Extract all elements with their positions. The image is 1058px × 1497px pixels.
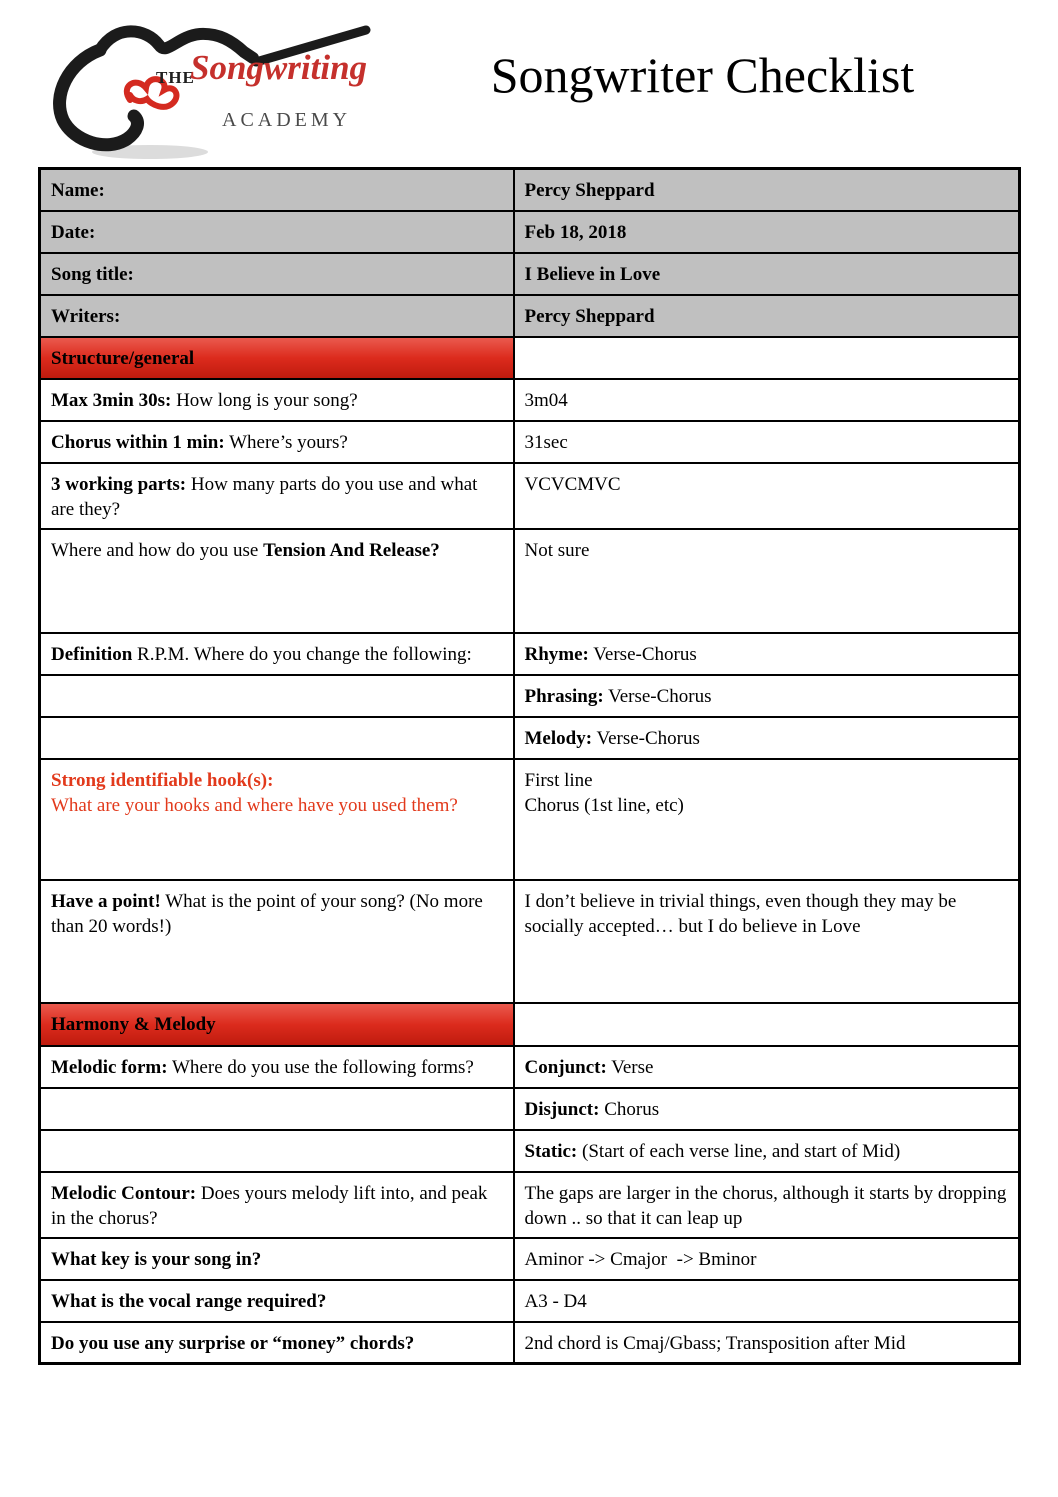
phrasing-answer-bold: Phrasing:	[524, 685, 604, 707]
working-parts-answer: VCVCMVC	[524, 473, 621, 495]
writers-value-cell	[514, 295, 1020, 337]
row-section-harmony	[40, 1003, 1020, 1046]
logo-text-the: THE	[156, 68, 195, 87]
money-chords-answer: 2nd chord is Cmaj/Gbass; Transposition after Mid	[524, 1332, 906, 1354]
static-answer-rest: (Start of each verse line, and start of Mid)	[577, 1140, 901, 1162]
static-answer-cell	[514, 1130, 1020, 1172]
song-length-question-rest: How long is your song?	[171, 389, 358, 411]
rhyme-answer-bold: Rhyme:	[524, 643, 589, 665]
row-money-chords	[40, 1322, 1020, 1364]
vocal-range-answer: A3 - D4	[524, 1290, 587, 1312]
conjunct-answer-bold: Conjunct:	[524, 1056, 607, 1078]
point-question-bold: Have a point!	[51, 890, 161, 912]
song-title-label-cell	[40, 253, 514, 295]
tension-release-answer-cell	[514, 529, 1020, 633]
date-value: Feb 18, 2018	[524, 221, 627, 243]
song-length-answer: 3m04	[524, 389, 568, 411]
row-hooks	[40, 759, 1020, 880]
row-phrasing	[40, 675, 1020, 717]
conjunct-answer-rest: Verse	[606, 1056, 654, 1078]
disjunct-answer-bold: Disjunct:	[524, 1098, 600, 1120]
contour-answer: The gaps are larger in the chorus, although it starts by dropping down .. so that it can leap up	[524, 1182, 1012, 1229]
date-label: Date:	[51, 221, 96, 243]
vocal-range-answer-cell	[514, 1280, 1020, 1322]
row-melody	[40, 717, 1020, 759]
working-parts-answer-cell	[514, 463, 1020, 529]
working-parts-question-rest: How many parts do you use and what are they?	[51, 473, 483, 520]
rhyme-answer-cell	[514, 633, 1020, 675]
contour-question-bold: Melodic Contour:	[51, 1182, 197, 1204]
row-name	[40, 169, 1020, 211]
definition-question-rest: R.P.M. Where do you change the following:	[132, 643, 472, 665]
contour-answer-cell	[514, 1172, 1020, 1238]
tension-release-answer: Not sure	[524, 539, 590, 561]
page-title: Songwriter Checklist	[490, 47, 915, 103]
section-harmony-melody	[40, 1003, 514, 1046]
conjunct-answer-cell	[514, 1046, 1020, 1088]
melody-answer-bold: Melody:	[524, 727, 593, 749]
static-answer-bold: Static:	[524, 1140, 578, 1162]
song-length-question-bold: Max 3min 30s:	[51, 389, 172, 411]
row-section-structure	[40, 337, 1020, 379]
phrasing-answer-rest: Verse-Chorus	[603, 685, 712, 707]
logo-text-songwriting: Songwriting	[190, 48, 368, 87]
melodic-form-question-cell	[40, 1046, 514, 1088]
row-have-a-point	[40, 880, 1020, 1003]
working-parts-question-cell	[40, 463, 514, 529]
chorus-time-answer-cell	[514, 421, 1020, 463]
song-title-value: I Believe in Love	[524, 263, 661, 285]
disjunct-empty-cell	[40, 1088, 514, 1130]
row-static	[40, 1130, 1020, 1172]
point-question-rest: What is the point of your song? (No more than 20 words!)	[51, 890, 488, 937]
name-value: Percy Sheppard	[524, 180, 655, 201]
name-value-cell	[514, 169, 1020, 211]
disjunct-answer-rest: Chorus	[599, 1098, 660, 1120]
chorus-time-question-cell	[40, 421, 514, 463]
row-disjunct	[40, 1088, 1020, 1130]
row-date	[40, 211, 1020, 253]
row-chorus-time	[40, 421, 1020, 463]
disjunct-answer-cell	[514, 1088, 1020, 1130]
row-melodic-contour	[40, 1172, 1020, 1238]
row-song-key	[40, 1238, 1020, 1280]
static-empty-cell	[40, 1130, 514, 1172]
song-key-question-cell	[40, 1238, 514, 1280]
money-chords-question-cell	[40, 1322, 514, 1364]
melody-answer-rest: Verse-Chorus	[592, 727, 700, 749]
row-writers	[40, 295, 1020, 337]
row-vocal-range	[40, 1280, 1020, 1322]
melodic-form-question-rest: Where do you use the following forms?	[167, 1056, 474, 1078]
section-structure-empty-cell	[514, 337, 1020, 379]
hooks-question-line1: Strong identifiable hook(s):	[51, 769, 274, 791]
vocal-range-question-cell	[40, 1280, 514, 1322]
chorus-time-question-bold: Chorus within 1 min:	[51, 431, 225, 453]
song-key-question-bold: What key is your song in?	[51, 1248, 262, 1270]
phrasing-answer-cell	[514, 675, 1020, 717]
row-definition-rpm	[40, 633, 1020, 675]
contour-question-rest: Does yours melody lift into, and peak in the chorus?	[51, 1182, 493, 1229]
row-song-length	[40, 379, 1020, 421]
melodic-form-question-bold: Melodic form:	[51, 1056, 168, 1078]
song-key-answer-cell	[514, 1238, 1020, 1280]
tension-release-question-cell	[40, 529, 514, 633]
money-chords-question-bold: Do you use any surprise or “money” chords?	[51, 1332, 415, 1354]
row-melodic-form	[40, 1046, 1020, 1088]
name-label: Name:	[51, 180, 105, 201]
row-song-title	[40, 253, 1020, 295]
date-value-cell	[514, 211, 1020, 253]
hooks-question-cell	[40, 759, 514, 880]
point-answer: I don’t believe in trivial things, even though they may be socially accepted… but I do believe in Love	[524, 890, 962, 937]
money-chords-answer-cell	[514, 1322, 1020, 1364]
definition-question-cell	[40, 633, 514, 675]
song-key-answer: Aminor -> Cmajor -> Bminor	[524, 1248, 757, 1270]
writers-label: Writers:	[51, 305, 121, 327]
point-answer-cell	[514, 880, 1020, 1003]
hooks-answer-line1: First line	[524, 769, 593, 791]
rhyme-answer-rest: Verse-Chorus	[588, 643, 697, 665]
name-label-cell	[40, 169, 514, 211]
tension-release-question-pre: Where and how do you use	[51, 539, 264, 561]
contour-question-cell	[40, 1172, 514, 1238]
writers-label-cell	[40, 295, 514, 337]
section-structure-label: Structure/general	[51, 347, 195, 369]
working-parts-question-bold: 3 working parts:	[51, 473, 187, 495]
chorus-time-question-rest: Where’s yours?	[224, 431, 348, 453]
song-length-answer-cell	[514, 379, 1020, 421]
melody-answer-cell	[514, 717, 1020, 759]
song-length-question-cell	[40, 379, 514, 421]
tension-release-question-post: ?	[430, 539, 440, 561]
vocal-range-question-bold: What is the vocal range required?	[51, 1290, 327, 1312]
hooks-question-line2: What are your hooks and where have you used them?	[51, 794, 458, 816]
logo-text-academy: ACADEMY	[222, 109, 352, 131]
hooks-answer-cell	[514, 759, 1020, 880]
date-label-cell	[40, 211, 514, 253]
melody-empty-cell	[40, 717, 514, 759]
song-title-label: Song title:	[51, 263, 134, 285]
writers-value: Percy Sheppard	[524, 305, 655, 327]
point-question-cell	[40, 880, 514, 1003]
section-harmony-empty-cell	[514, 1003, 1020, 1046]
phrasing-empty-cell	[40, 675, 514, 717]
row-working-parts	[40, 463, 1020, 529]
section-structure-general	[40, 337, 514, 379]
row-tension-release	[40, 529, 1020, 633]
hooks-answer-line2: Chorus (1st line, etc)	[524, 794, 684, 816]
section-harmony-label: Harmony & Melody	[51, 1013, 216, 1035]
chorus-time-answer: 31sec	[524, 431, 568, 453]
tension-release-question-bold: Tension And Release	[263, 539, 431, 561]
songwriting-academy-logo	[30, 8, 380, 160]
song-title-value-cell	[514, 253, 1020, 295]
checklist-table	[38, 167, 1021, 1365]
definition-question-bold: Definition	[51, 643, 133, 665]
